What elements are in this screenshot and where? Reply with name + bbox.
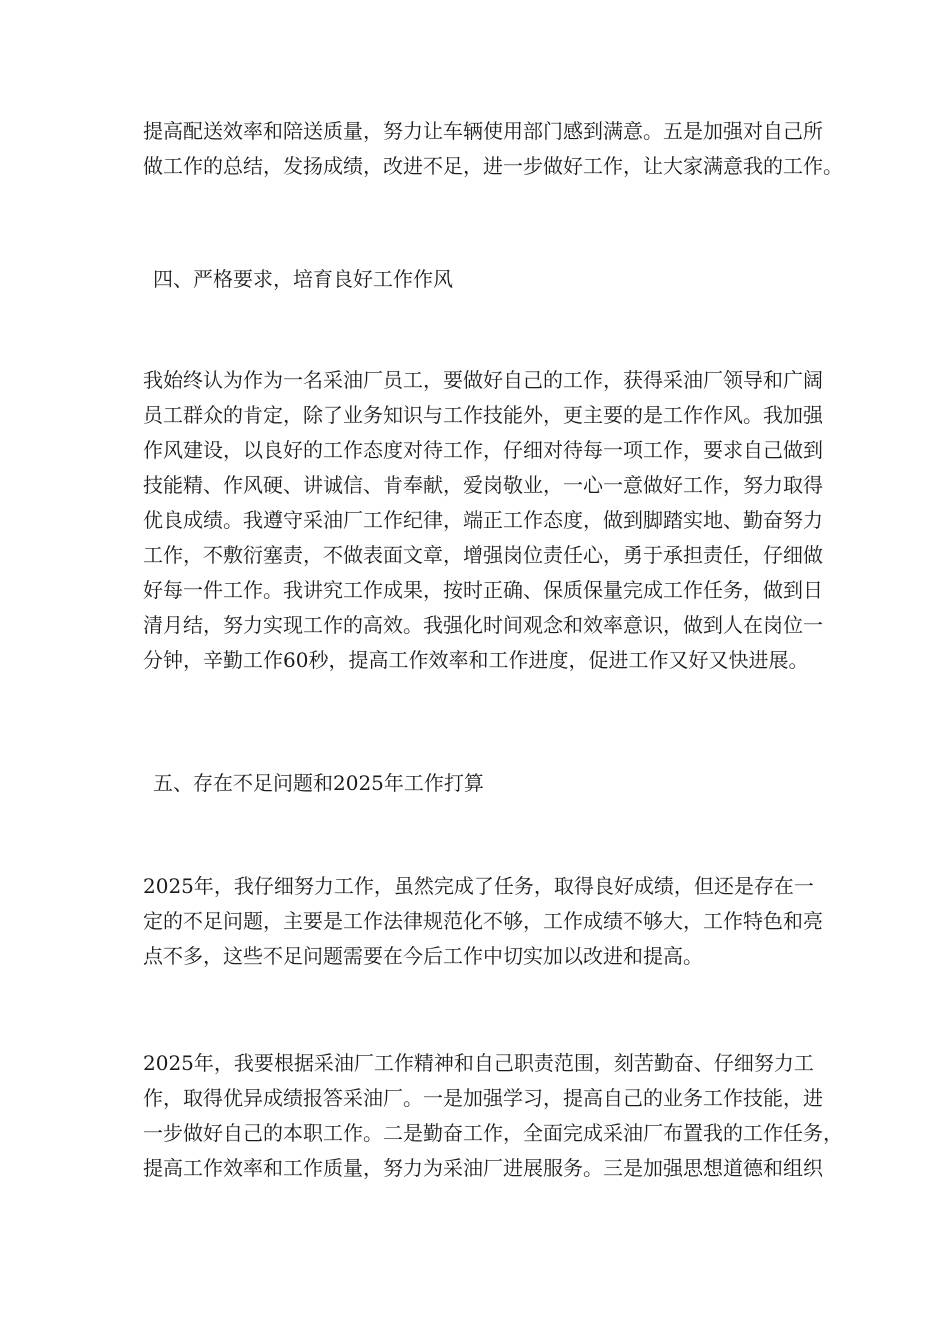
paragraph-line: 一步做好自己的本职工作。二是勤奋工作，全面完成采油厂布置我的工作任务，	[143, 1121, 843, 1145]
paragraph-work-style	[143, 363, 823, 678]
paragraph-line: 提高配送效率和陪送质量，努力让车辆使用部门感到满意。五是加强对自己所	[143, 119, 823, 143]
paragraph-line: 工作，不敷衍塞责，不做表面文章，增强岗位责任心，勇于承担责任，仔细做	[143, 543, 823, 567]
paragraph-shortcomings	[143, 869, 823, 974]
paragraph-plan	[143, 1046, 843, 1186]
section-heading-5: 五、存在不足问题和2025年工作打算	[153, 771, 484, 795]
paragraph-line: 分钟，辛勤工作60秒，提高工作效率和工作进度，促进工作又好又快进展。	[143, 648, 809, 672]
paragraph-line: 2025年，我要根据采油厂工作精神和自己职责范围，刻苦勤奋、仔细努力工	[143, 1051, 814, 1075]
paragraph-line: 技能精、作风硬、讲诚信、肯奉献，爱岗敬业，一心一意做好工作，努力取得	[143, 473, 823, 497]
paragraph-line: 好每一件工作。我讲究工作成果，按时正确、保质保量完成工作任务，做到日	[143, 578, 823, 602]
paragraph-line: 2025年，我仔细努力工作，虽然完成了任务，取得良好成绩，但还是存在一	[143, 874, 814, 898]
paragraph-line: 作风建设，以良好的工作态度对待工作，仔细对待每一项工作，要求自己做到	[143, 438, 823, 462]
paragraph-line: 提高工作效率和工作质量，努力为采油厂进展服务。三是加强思想道德和组织	[143, 1156, 823, 1180]
paragraph-line: 做工作的总结，发扬成绩，改进不足，进一步做好工作，让大家满意我的工作。	[143, 154, 843, 178]
paragraph-line: 定的不足问题，主要是工作法律规范化不够，工作成绩不够大，工作特色和亮	[143, 909, 823, 933]
paragraph-line: 优良成绩。我遵守采油厂工作纪律，端正工作态度，做到脚踏实地、勤奋努力	[143, 508, 823, 532]
paragraph-line: 我始终认为作为一名采油厂员工，要做好自己的工作，获得采油厂领导和广阔	[143, 368, 823, 392]
paragraph-continuation	[143, 114, 843, 184]
section-heading-4: 四、严格要求，培育良好工作作风	[153, 267, 453, 291]
paragraph-line: 点不多，这些不足问题需要在今后工作中切实加以改进和提高。	[143, 944, 703, 968]
paragraph-line: 员工群众的肯定，除了业务知识与工作技能外，更主要的是工作作风。我加强	[143, 403, 823, 427]
paragraph-line: 作，取得优异成绩报答采油厂。一是加强学习，提高自己的业务工作技能，进	[143, 1086, 823, 1110]
paragraph-line: 清月结，努力实现工作的高效。我强化时间观念和效率意识，做到人在岗位一	[143, 613, 823, 637]
